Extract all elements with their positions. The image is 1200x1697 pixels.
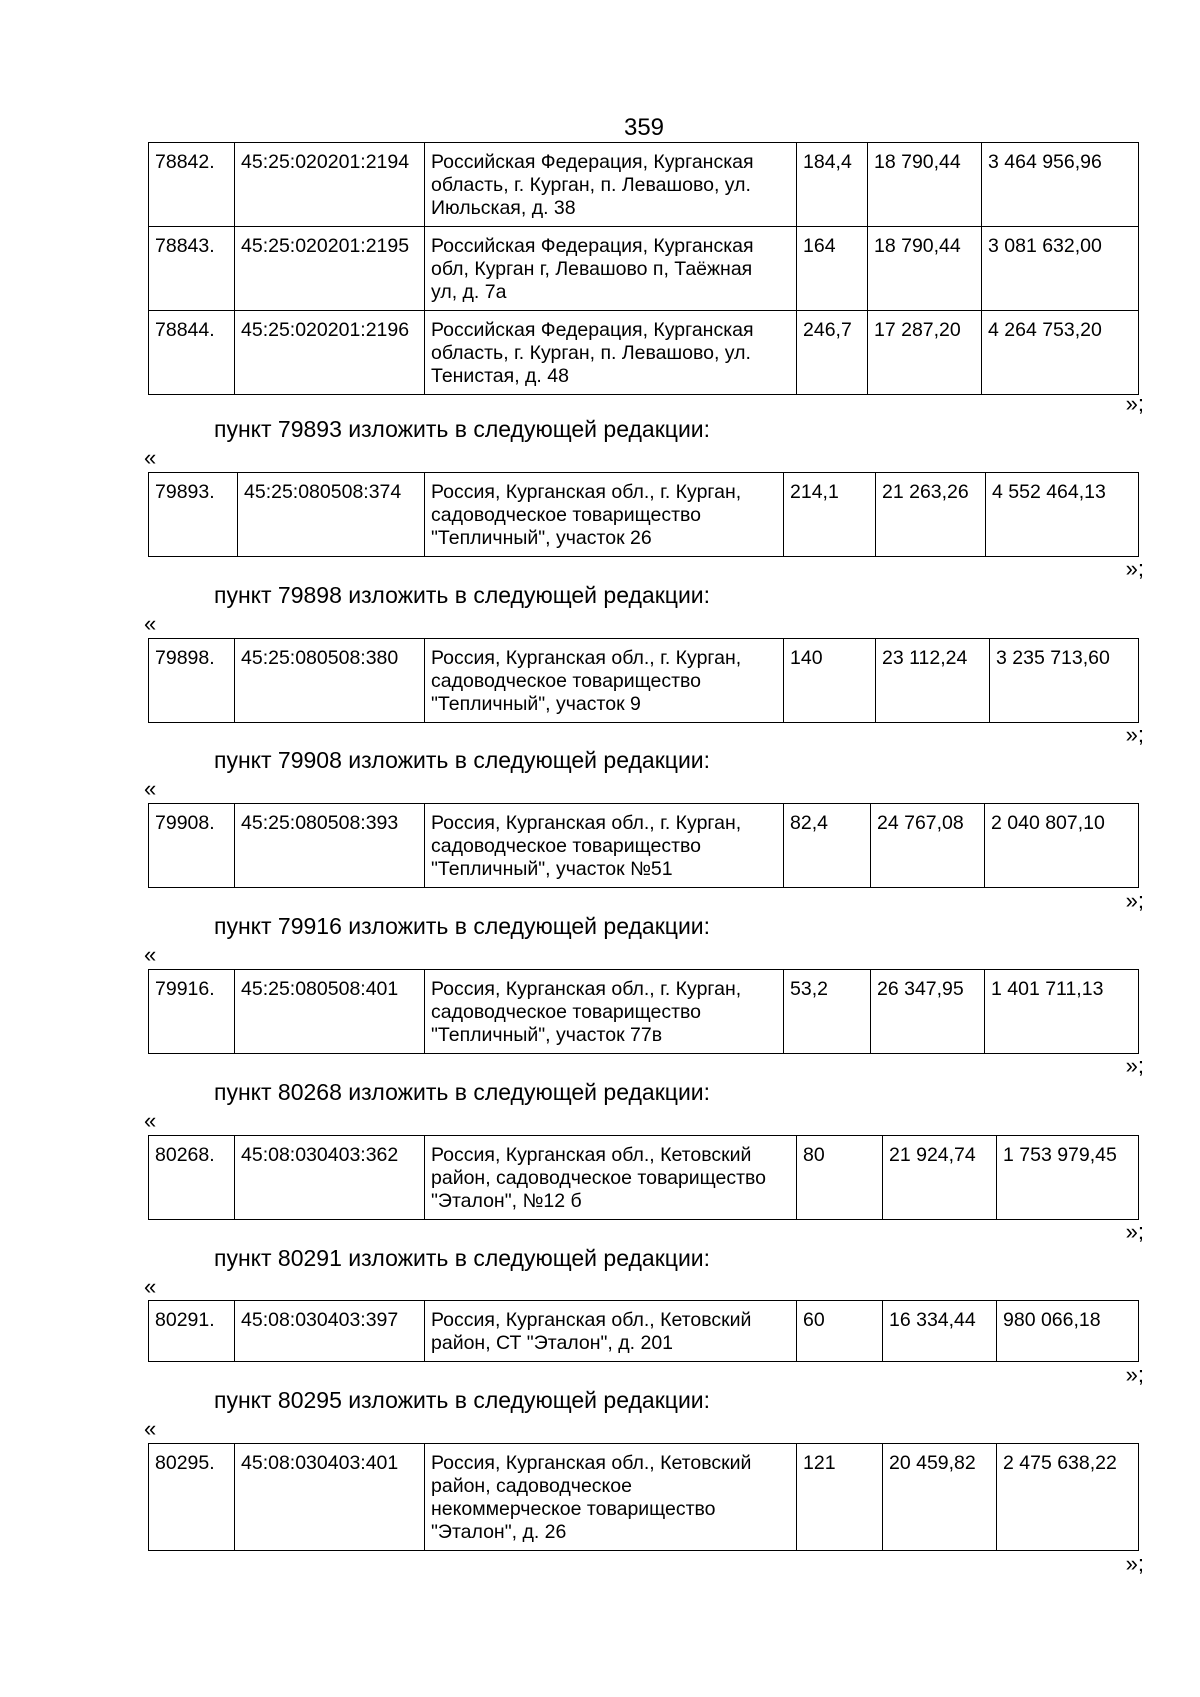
opening-quote: «	[144, 942, 157, 967]
cadastral-value: 4 552 464,13	[986, 473, 1139, 557]
table-row	[149, 227, 1139, 311]
amendment-intro: пункт 79916 изложить в следующей редакции:	[214, 913, 711, 939]
table-row	[149, 970, 1139, 1054]
table-row	[149, 804, 1139, 888]
closing-quote: »;	[1125, 1362, 1144, 1387]
opening-quote: «	[144, 1416, 157, 1441]
amendment-table	[148, 803, 1139, 888]
area: 121	[797, 1444, 883, 1551]
cadastral-value: 1 401 711,13	[985, 970, 1139, 1054]
specific-value: 21 263,26	[876, 473, 986, 557]
cadastral-number: 45:25:020201:2194	[235, 143, 425, 227]
table-row	[149, 639, 1139, 723]
specific-value: 17 287,20	[868, 311, 982, 395]
row-number: 78842.	[149, 143, 235, 227]
amendment-intro: пункт 80295 изложить в следующей редакции:	[214, 1387, 711, 1413]
cadastral-value: 2 475 638,22	[997, 1444, 1139, 1551]
row-number: 80291.	[149, 1301, 235, 1362]
cadastral-number: 45:25:080508:374	[238, 473, 425, 557]
amendment-intro: пункт 80268 изложить в следующей редакции:	[214, 1079, 711, 1105]
row-number: 78843.	[149, 227, 235, 311]
opening-quote: «	[144, 776, 157, 801]
specific-value: 18 790,44	[868, 143, 982, 227]
closing-quote: »;	[1125, 1219, 1144, 1244]
cadastral-number: 45:08:030403:397	[235, 1301, 425, 1362]
address: Россия, Курганская обл., Кетовский район, садоводческое некоммерческое товарищество "Эталон", д. 26	[425, 1444, 797, 1551]
address: Россия, Курганская обл., Кетовский район, садоводческое товарищество "Эталон", №12 б	[425, 1136, 797, 1220]
address: Россия, Курганская обл., г. Курган, садоводческое товарищество "Тепличный", участок 26	[425, 473, 784, 557]
table-row	[149, 143, 1139, 227]
address: Россия, Курганская обл., г. Курган, садоводческое товарищество "Тепличный", участок 77в	[425, 970, 784, 1054]
row-number: 79908.	[149, 804, 235, 888]
closing-quote: »;	[1125, 1053, 1144, 1078]
amendment-table	[148, 472, 1139, 557]
amendment-intro: пункт 80291 изложить в следующей редакции:	[214, 1245, 711, 1271]
cadastral-table	[148, 142, 1139, 395]
opening-quote: «	[144, 611, 157, 636]
amendment-table	[148, 1300, 1139, 1362]
address: Российская Федерация, Курганская обл, Курган г, Левашово п, Таёжная ул, д. 7а	[425, 227, 797, 311]
specific-value: 18 790,44	[868, 227, 982, 311]
page-number: 359	[623, 114, 665, 141]
address: Российская Федерация, Курганская область, г. Курган, п. Левашово, ул. Июльская, д. 38	[425, 143, 797, 227]
opening-quote: «	[144, 445, 157, 470]
cadastral-value: 980 066,18	[997, 1301, 1139, 1362]
area: 140	[784, 639, 876, 723]
row-number: 79916.	[149, 970, 235, 1054]
cadastral-value: 1 753 979,45	[997, 1136, 1139, 1220]
specific-value: 26 347,95	[871, 970, 985, 1054]
cadastral-value: 4 264 753,20	[982, 311, 1139, 395]
cadastral-value: 3 235 713,60	[990, 639, 1139, 723]
amendment-intro: пункт 79908 изложить в следующей редакции:	[214, 747, 711, 773]
table-row	[149, 311, 1139, 395]
closing-quote: »;	[1125, 391, 1144, 416]
cadastral-value: 3 081 632,00	[982, 227, 1139, 311]
amendment-table	[148, 969, 1139, 1054]
cadastral-number: 45:08:030403:362	[235, 1136, 425, 1220]
amendment-table	[148, 1443, 1139, 1551]
amendment-table	[148, 1135, 1139, 1220]
row-number: 80295.	[149, 1444, 235, 1551]
area: 164	[797, 227, 868, 311]
area: 82,4	[784, 804, 871, 888]
area: 53,2	[784, 970, 871, 1054]
area: 80	[797, 1136, 883, 1220]
closing-quote: »;	[1125, 1551, 1144, 1576]
cadastral-number: 45:25:080508:380	[235, 639, 425, 723]
cadastral-number: 45:25:020201:2195	[235, 227, 425, 311]
cadastral-number: 45:25:080508:401	[235, 970, 425, 1054]
cadastral-number: 45:25:080508:393	[235, 804, 425, 888]
row-number: 79898.	[149, 639, 235, 723]
cadastral-value: 2 040 807,10	[985, 804, 1139, 888]
closing-quote: »;	[1125, 556, 1144, 581]
table-row	[149, 1301, 1139, 1362]
area: 184,4	[797, 143, 868, 227]
specific-value: 23 112,24	[876, 639, 990, 723]
area: 60	[797, 1301, 883, 1362]
amendment-table	[148, 638, 1139, 723]
row-number: 79893.	[149, 473, 238, 557]
table-row	[149, 473, 1139, 557]
address: Россия, Курганская обл., г. Курган, садоводческое товарищество "Тепличный", участок 9	[425, 639, 784, 723]
cadastral-value: 3 464 956,96	[982, 143, 1139, 227]
area: 214,1	[784, 473, 876, 557]
table-row	[149, 1444, 1139, 1551]
address: Российская Федерация, Курганская область, г. Курган, п. Левашово, ул. Тенистая, д. 48	[425, 311, 797, 395]
cadastral-number: 45:08:030403:401	[235, 1444, 425, 1551]
closing-quote: »;	[1125, 722, 1144, 747]
specific-value: 21 924,74	[883, 1136, 997, 1220]
area: 246,7	[797, 311, 868, 395]
address: Россия, Курганская обл., г. Курган, садоводческое товарищество "Тепличный", участок №51	[425, 804, 784, 888]
amendment-intro: пункт 79898 изложить в следующей редакции:	[214, 582, 711, 608]
cadastral-number: 45:25:020201:2196	[235, 311, 425, 395]
amendment-intro: пункт 79893 изложить в следующей редакции:	[214, 416, 711, 442]
row-number: 80268.	[149, 1136, 235, 1220]
opening-quote: «	[144, 1108, 157, 1133]
opening-quote: «	[144, 1274, 157, 1299]
specific-value: 20 459,82	[883, 1444, 997, 1551]
table-row	[149, 1136, 1139, 1220]
closing-quote: »;	[1125, 888, 1144, 913]
specific-value: 16 334,44	[883, 1301, 997, 1362]
row-number: 78844.	[149, 311, 235, 395]
address: Россия, Курганская обл., Кетовский район, СТ "Эталон", д. 201	[425, 1301, 797, 1362]
specific-value: 24 767,08	[871, 804, 985, 888]
